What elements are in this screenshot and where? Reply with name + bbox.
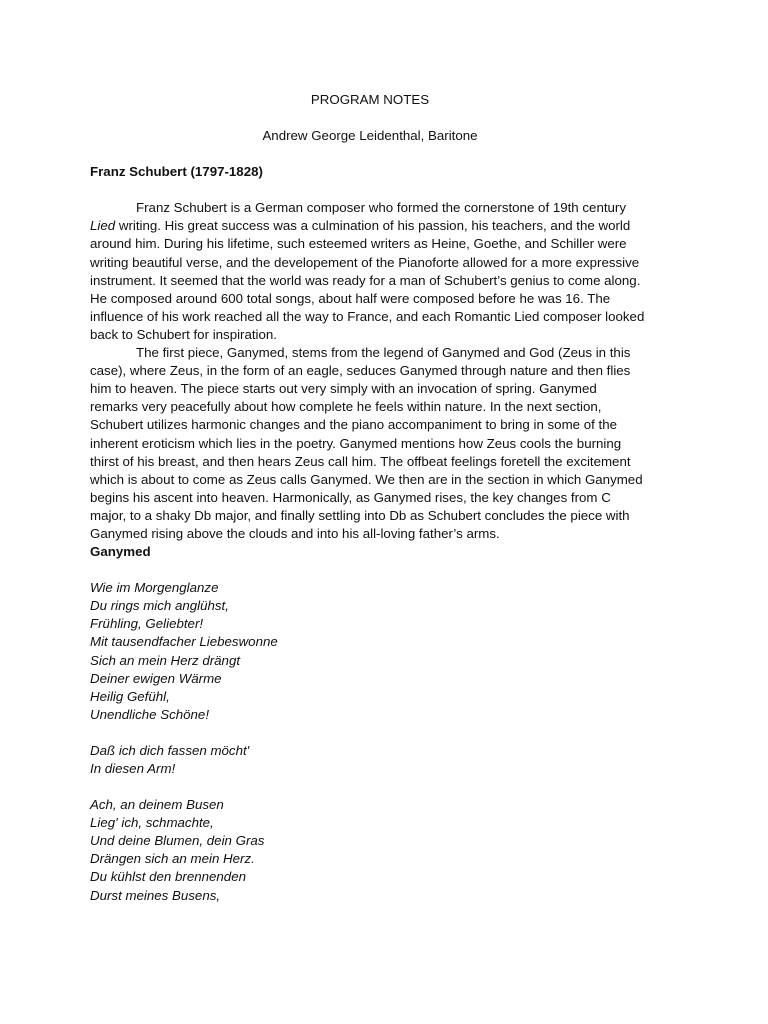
paragraph-text-start: Franz Schubert is a German composer who formed the cornerstone of 19th century [136, 200, 627, 216]
poem-line: Durst meines Busens, [90, 887, 221, 903]
poem-line: Unendliche Schöne! [90, 706, 210, 722]
poem-line: Deiner ewigen Wärme [90, 670, 222, 686]
composer-paragraph [90, 199, 645, 344]
composer-heading: Franz Schubert (1797-1828) [90, 164, 263, 180]
stanza-3 [90, 796, 650, 905]
song-title: Ganymed [90, 544, 151, 560]
poem-line: Du kühlst den brennenden [90, 869, 246, 885]
poem-line: Frühling, Geliebter! [90, 616, 204, 632]
lied-italic-word: Lied [90, 218, 116, 234]
performer-line: Andrew George Leidenthal, Baritone [262, 128, 478, 144]
poem-line: Wie im Morgenglanze [90, 580, 219, 596]
document-page [90, 91, 650, 923]
stanza-1 [90, 579, 650, 724]
poem-line: Heilig Gefühl, [90, 688, 170, 704]
poem-line: Mit tausendfacher Liebeswonne [90, 634, 278, 650]
paragraph-text-end: writing. His great success was a culmination of his passion, his teachers, and the world around him. During his lifetime, such esteemed writers as Heine, Goethe, and Schiller were writing beautiful verse, and the developement of the Pianoforte allowed for a more expressive instrument. It seemed that the world was ready for a man of Schubert’s genius to come along. He composed around 600 total songs, about half were composed before he was 16. The influence of his work reached all the way to France, and each Romantic Lied composer looked back to Schubert for inspiration. [90, 218, 645, 342]
poem-line: Lieg' ich, schmachte, [90, 815, 214, 831]
ganymed-description-paragraph: The first piece, Ganymed, stems from the legend of Ganymed and God (Zeus in this case), where Zeus, in the form of an eagle, seduces Ganymed through nature and then flies him to heaven. The piece starts out very simply with an invocation of spring. Ganymed remarks very peacefully about how complete he feels within nature. In the next section, Schubert utilizes harmonic changes and the piano accompaniment to bring in some of the inherent eroticism which lies in the poetry. Ganymed mentions how Zeus cools the burning thirst of his breast, and then hears Zeus call him. The offbeat feelings foretell the excitement which is about to come as Zeus calls Ganymed. We then are in the section in which Ganymed begins his ascent into heaven. Harmonically, as Ganymed rises, the key changes from C major, to a shaky Db major, and finally settling into Db as Schubert concludes the piece with Ganymed rising above the clouds and into his all-loving father’s arms. [90, 345, 643, 541]
poem-line: Drängen sich an mein Herz. [90, 851, 255, 867]
poem-line: Daß ich dich fassen möcht' [90, 742, 250, 758]
poem-line: Und deine Blumen, dein Gras [90, 833, 265, 849]
poem-line: Ach, an deinem Busen [90, 797, 224, 813]
document-title: PROGRAM NOTES [310, 92, 430, 107]
stanza-2 [90, 742, 650, 778]
poem-line: Du rings mich anglühst, [90, 598, 229, 614]
poem-line: In diesen Arm! [90, 761, 176, 776]
poem-line: Sich an mein Herz drängt [90, 652, 241, 668]
